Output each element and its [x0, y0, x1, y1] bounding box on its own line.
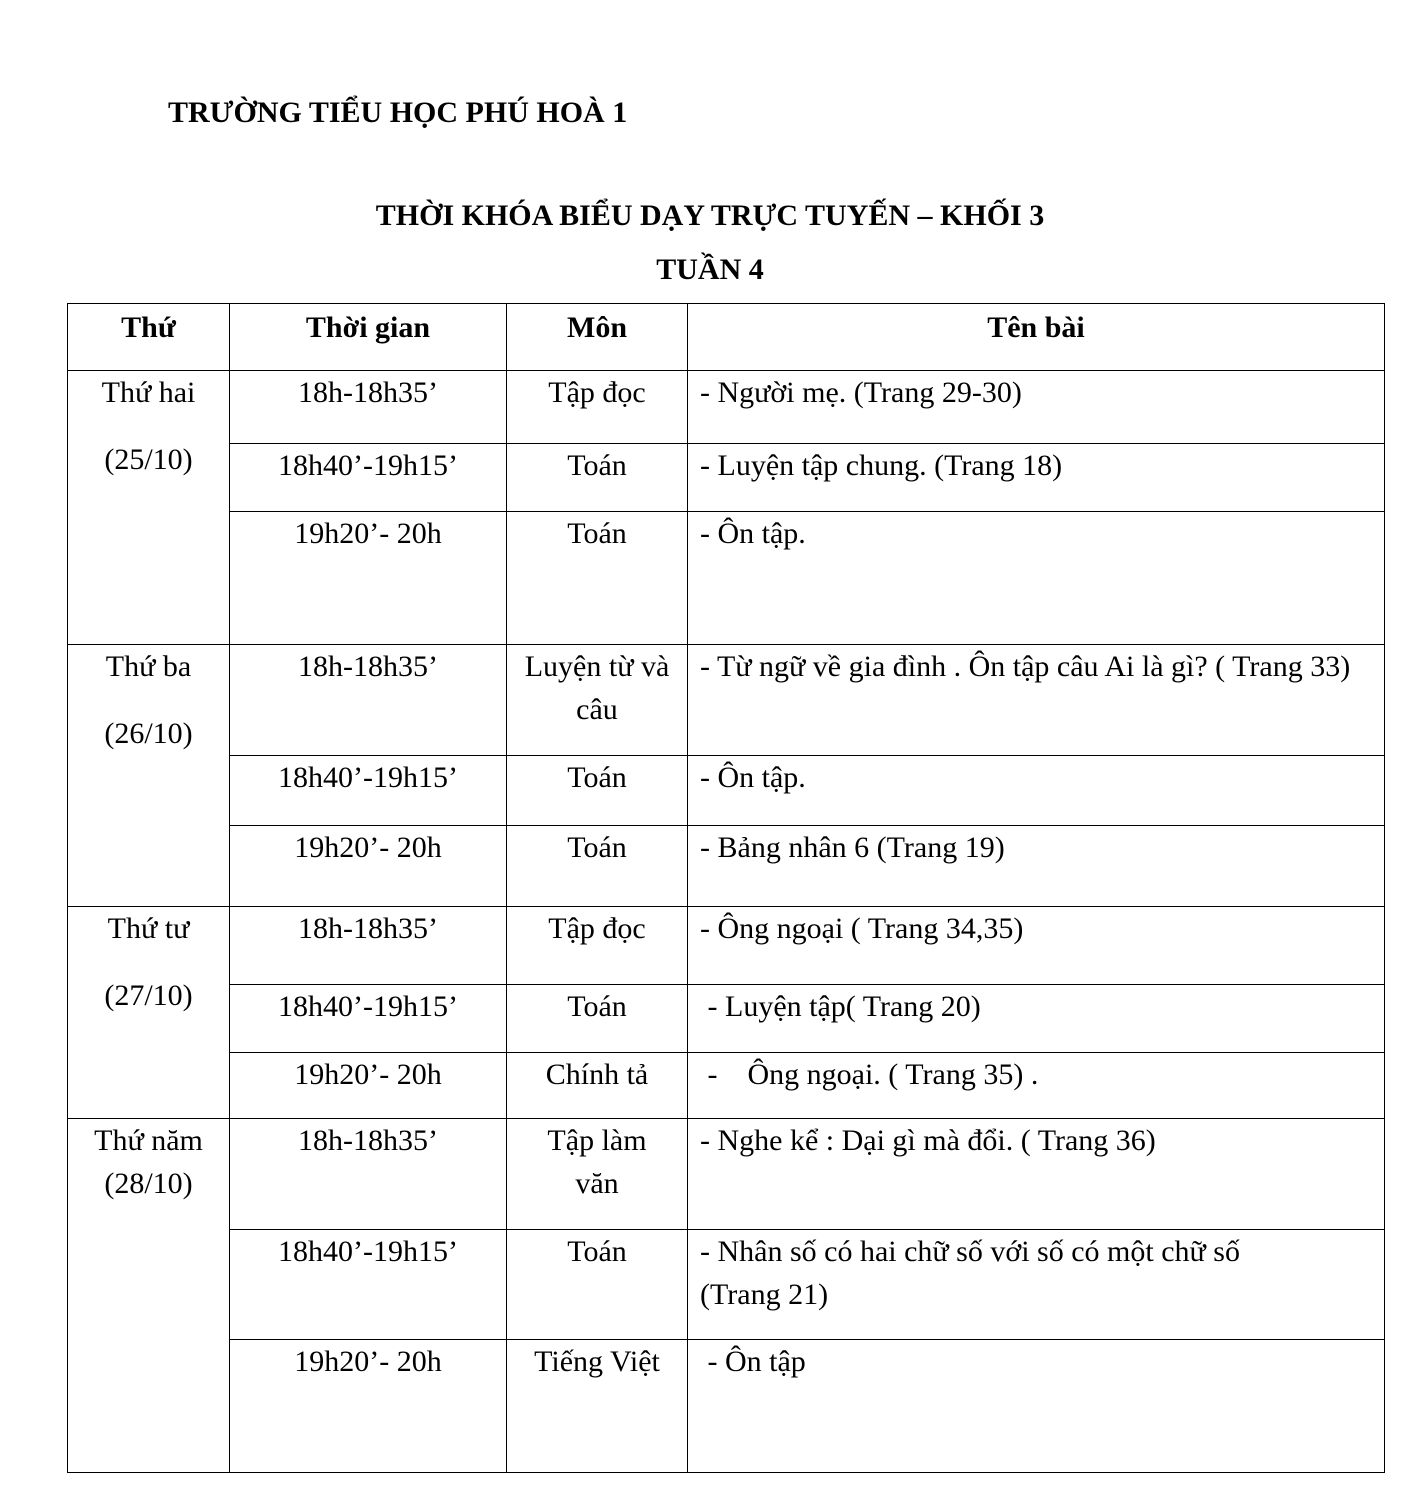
time-cell: 18h40’-19h15’ — [230, 756, 507, 826]
column-header-time: Thời gian — [230, 304, 507, 371]
table-row — [68, 756, 1385, 826]
page-title: THỜI KHÓA BIỂU DẠY TRỰC TUYẾN – KHỐI 3 — [375, 199, 1045, 232]
lesson-cell: - Ông ngoại. ( Trang 35) . — [688, 1053, 1385, 1119]
subject-cell: Luyện từ và câu — [507, 645, 688, 756]
time-cell: 18h-18h35’ — [230, 371, 507, 444]
table-row — [68, 444, 1385, 512]
time-cell: 18h-18h35’ — [230, 1119, 507, 1230]
subject-cell: Chính tả — [507, 1053, 688, 1119]
time-cell: 19h20’- 20h — [230, 826, 507, 907]
day-name: Thứ hai — [101, 376, 196, 409]
time-cell: 18h-18h35’ — [230, 907, 507, 985]
day-cell-monday — [68, 371, 230, 645]
table-row — [68, 645, 1385, 756]
subject-cell: Tập làm văn — [507, 1119, 688, 1230]
table-row — [68, 1230, 1385, 1340]
subject-cell: Tập đọc — [507, 907, 688, 985]
schedule-table — [67, 303, 1385, 1473]
day-name: Thứ năm — [94, 1124, 203, 1157]
table-row — [68, 985, 1385, 1053]
lesson-cell: - Luyện tập chung. (Trang 18) — [688, 444, 1385, 512]
day-cell-tuesday — [68, 645, 230, 907]
table-row — [68, 512, 1385, 645]
time-cell: 19h20’- 20h — [230, 1053, 507, 1119]
lesson-cell: - Người mẹ. (Trang 29-30) — [688, 371, 1385, 444]
day-date: (28/10) — [104, 1167, 193, 1200]
day-date: (26/10) — [104, 717, 193, 750]
lesson-cell: - Từ ngữ về gia đình . Ôn tập câu Ai là gì? ( Trang 33) — [688, 645, 1385, 756]
subject-cell: Toán — [507, 756, 688, 826]
time-cell: 18h40’-19h15’ — [230, 1230, 507, 1340]
lesson-cell: - Nhân số có hai chữ số với số có một chữ số (Trang 21) — [688, 1230, 1385, 1340]
subject-cell: Toán — [507, 1230, 688, 1340]
subject-cell: Toán — [507, 826, 688, 907]
table-row — [68, 1119, 1385, 1230]
table-row — [68, 1053, 1385, 1119]
school-name: TRƯỜNG TIỂU HỌC PHÚ HOÀ 1 — [168, 96, 628, 129]
time-cell: 19h20’- 20h — [230, 512, 507, 645]
subject-cell: Toán — [507, 512, 688, 645]
lesson-cell: - Nghe kể : Dại gì mà đổi. ( Trang 36) — [688, 1119, 1385, 1230]
header-row — [68, 304, 1385, 371]
day-date: (27/10) — [104, 979, 193, 1012]
time-cell: 19h20’- 20h — [230, 1340, 507, 1473]
day-name: Thứ tư — [107, 912, 190, 945]
table-row — [68, 1340, 1385, 1473]
column-header-lesson: Tên bài — [688, 304, 1385, 371]
week-label: TUẦN 4 — [656, 253, 764, 286]
table-row — [68, 907, 1385, 985]
day-date: (25/10) — [104, 443, 193, 476]
lesson-cell: - Ôn tập. — [688, 756, 1385, 826]
time-cell: 18h40’-19h15’ — [230, 444, 507, 512]
subject-cell: Toán — [507, 444, 688, 512]
table-row — [68, 826, 1385, 907]
lesson-cell: - Bảng nhân 6 (Trang 19) — [688, 826, 1385, 907]
lesson-cell: - Ông ngoại ( Trang 34,35) — [688, 907, 1385, 985]
column-header-day: Thứ — [68, 304, 230, 371]
lesson-cell: - Ôn tập. — [688, 512, 1385, 645]
subject-cell: Toán — [507, 985, 688, 1053]
time-cell: 18h-18h35’ — [230, 645, 507, 756]
subject-cell: Tập đọc — [507, 371, 688, 444]
column-header-subject: Môn — [507, 304, 688, 371]
day-cell-thursday — [68, 1119, 230, 1473]
subject-cell: Tiếng Việt — [507, 1340, 688, 1473]
day-cell-wednesday — [68, 907, 230, 1119]
day-name: Thứ ba — [105, 650, 192, 683]
lesson-cell: - Ôn tập — [688, 1340, 1385, 1473]
lesson-cell: - Luyện tập( Trang 20) — [688, 985, 1385, 1053]
time-cell: 18h40’-19h15’ — [230, 985, 507, 1053]
table-row — [68, 371, 1385, 444]
